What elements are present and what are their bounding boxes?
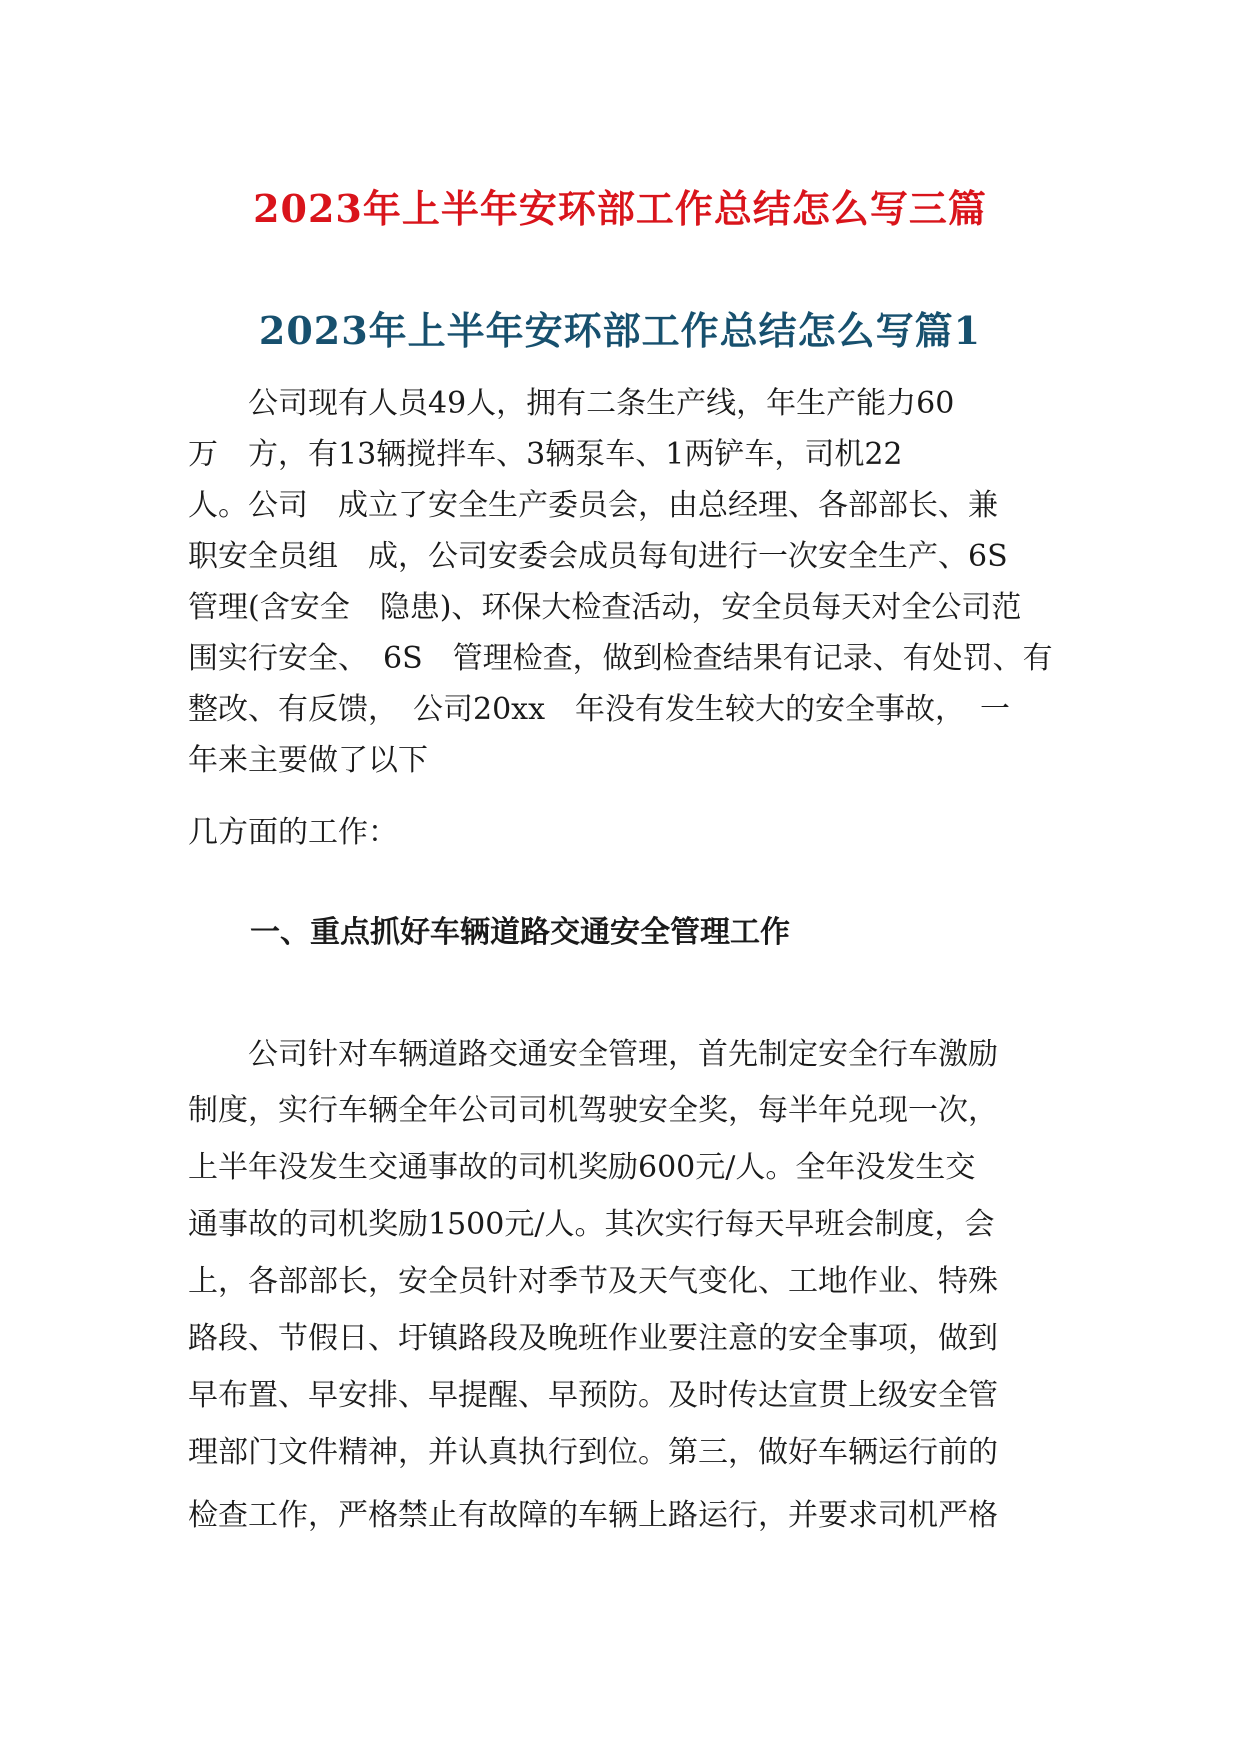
paragraph-line: 理部门文件精神，并认真执行到位。第三，做好车辆运行前的 <box>188 1435 998 1470</box>
document-subtitle: 2023年上半年安环部工作总结怎么写篇1 <box>258 308 982 353</box>
paragraph-line: 早布置、早安排、早提醒、早预防。及时传达宣贯上级安全管 <box>188 1378 998 1413</box>
paragraph-line: 制度，实行车辆全年公司司机驾驶安全奖，每半年兑现一次， <box>188 1093 998 1128</box>
paragraph-line: 整改、有反馈， 公司20xx 年没有发生较大的安全事故， 一 <box>188 692 1011 727</box>
paragraph-line: 人。公司 成立了安全生产委员会，由总经理、各部部长、兼 <box>188 488 998 523</box>
paragraph-line: 年来主要做了以下 <box>188 743 428 778</box>
paragraph-line: 职安全员组 成，公司安委会成员每旬进行一次安全生产、6S <box>188 539 1008 574</box>
paragraph-line: 上半年没发生交通事故的司机奖励600元/人。全年没发生交 <box>188 1150 976 1185</box>
paragraph-line: 万 方，有13辆搅拌车、3辆泵车、1两铲车，司机22 <box>188 437 903 472</box>
paragraph-line: 通事故的司机奖励1500元/人。其次实行每天早班会制度，会 <box>188 1207 995 1242</box>
document-title: 2023年上半年安环部工作总结怎么写三篇 <box>253 186 987 231</box>
paragraph-line: 上，各部部长，安全员针对季节及天气变化、工地作业、特殊 <box>188 1264 998 1299</box>
paragraph-line: 管理(含安全 隐患)、环保大检查活动，安全员每天对全公司范 <box>188 590 1022 625</box>
paragraph-1-tail: 几方面的工作： <box>188 815 398 850</box>
paragraph-line: 公司现有人员49人，拥有二条生产线，年生产能力60 <box>188 386 955 421</box>
section-1-heading: 一、重点抓好车辆道路交通安全管理工作 <box>250 915 790 950</box>
paragraph-line: 公司针对车辆道路交通安全管理，首先制定安全行车激励 <box>188 1037 998 1072</box>
paragraph-line: 围实行安全、 6S 管理检查，做到检查结果有记录、有处罚、有 <box>188 641 1053 676</box>
paragraph-line: 检查工作，严格禁止有故障的车辆上路运行，并要求司机严格 <box>188 1498 998 1533</box>
paragraph-line: 路段、节假日、圩镇路段及晚班作业要注意的安全事项，做到 <box>188 1321 998 1356</box>
